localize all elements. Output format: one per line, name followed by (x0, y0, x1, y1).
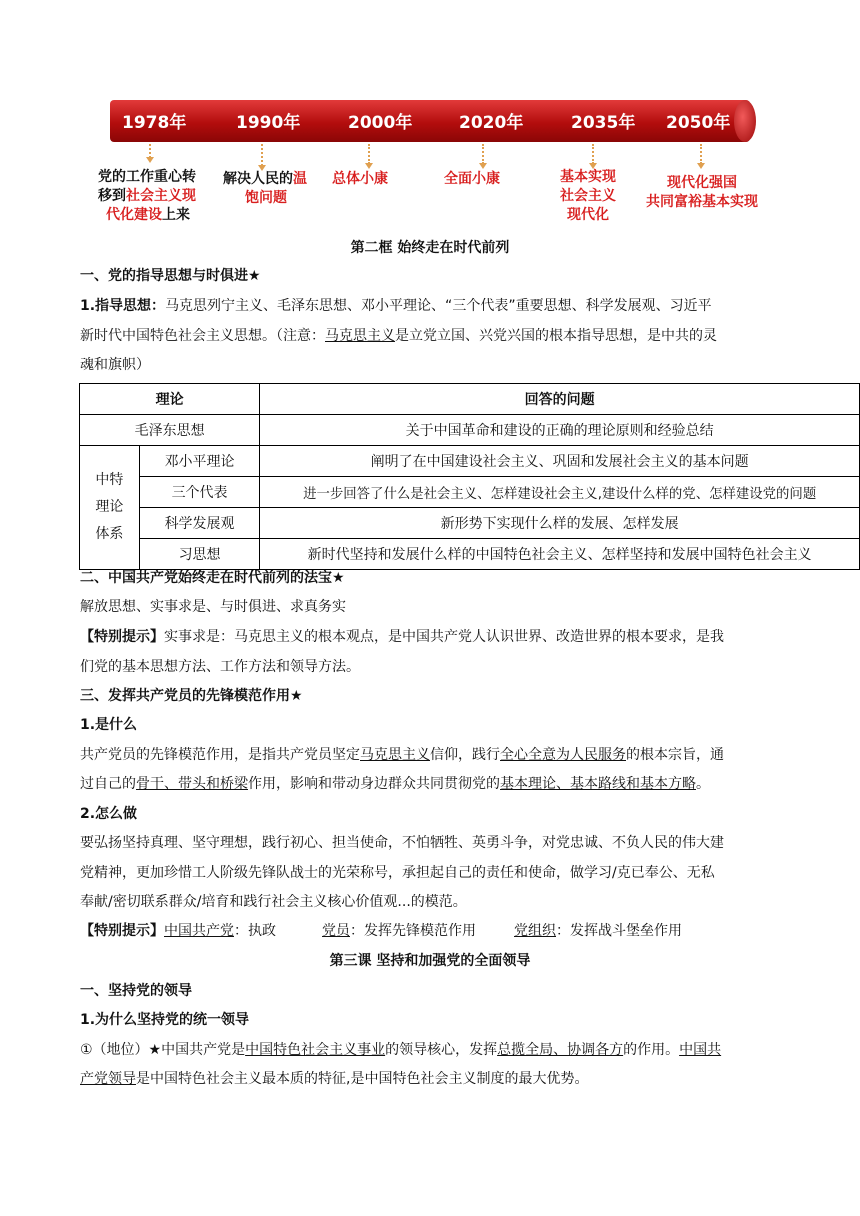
text: 共产党员的先锋模范作用，是指共产党员坚定 (80, 747, 360, 763)
group-label-line: 理论 (95, 499, 124, 515)
table-cell: 新时代坚持和发展什么样的中国特色社会主义、怎样坚持和发展中国特色社会主义 (260, 539, 860, 570)
timeline-bar-end (734, 100, 756, 142)
text: ：发挥先锋模范作用 (350, 923, 476, 939)
label-text-highlight: 社会主义现 (126, 188, 196, 204)
text: 的作用。 (623, 1042, 680, 1058)
paragraph (80, 920, 682, 940)
label: 1.指导思想： (80, 298, 166, 314)
heading-1: 三、发挥共产党员的先锋模范作用★ (80, 688, 303, 704)
underlined-text: 总揽全局、协调各方 (497, 1042, 624, 1058)
text: 是立党立国、兴党兴国的根本指导思想，是中共的灵 (395, 328, 717, 344)
timeline-year: 2020年 (459, 113, 524, 133)
text: 的领导核心，发挥 (385, 1042, 498, 1058)
text: ：执政 (234, 923, 276, 939)
arrow-down-icon (146, 157, 154, 163)
timeline-connector (261, 144, 263, 166)
table-header-cell: 回答的问题 (260, 384, 860, 415)
timeline-year: 2035年 (571, 113, 636, 133)
paragraph (80, 295, 712, 315)
table-group-cell (80, 446, 140, 570)
subheading: 2.怎么做 (80, 806, 138, 822)
timeline-label-2000: 总体小康 (332, 171, 388, 187)
label-line: 现代化强国 (667, 175, 737, 191)
text: 新时代中国特色社会主义思想。（注意： (80, 328, 325, 344)
lesson-title: 第三课 坚持和加强党的全面领导 (329, 953, 531, 969)
text: 过自己的 (80, 776, 136, 792)
timeline-year: 1990年 (236, 113, 301, 133)
underlined-text: 马克思主义 (325, 328, 395, 344)
timeline-label-2035 (560, 168, 616, 225)
label-text-highlight: 代化建设 (106, 207, 162, 223)
table-cell: 科学发展观 (139, 508, 260, 539)
label-text: 解决人民的 (223, 171, 293, 187)
table-cell: 三个代表 (139, 477, 260, 508)
table-cell: 毛泽东思想 (80, 415, 260, 446)
underlined-text: 产党领导 (80, 1071, 136, 1087)
paragraph (80, 1068, 588, 1088)
timeline-bar (110, 100, 750, 142)
table-header-row (80, 384, 860, 415)
arrow-down-icon (697, 163, 705, 169)
table-row (80, 477, 860, 508)
table-cell: 关于中国革命和建设的正确的理论原则和经验总结 (260, 415, 860, 446)
timeline-year: 2000年 (348, 113, 413, 133)
timeline-graphic (0, 0, 860, 240)
paragraph (80, 773, 710, 793)
timeline-label-2050 (640, 174, 764, 212)
subheading: 1.为什么坚持党的统一领导 (80, 1012, 250, 1028)
table-cell: 新形势下实现什么样的发展、怎样发展 (260, 508, 860, 539)
underlined-text: 全心全意为人民服务 (500, 747, 626, 763)
paragraph: 要弘扬坚持真理、坚守理想，践行初心、担当使命，不怕牺牲、英勇斗争，对党忠诚、不负人民的伟大建 (80, 835, 724, 851)
text: 的根本宗旨，通 (626, 747, 724, 763)
timeline-connector (368, 144, 370, 164)
underlined-text: 党组织 (514, 923, 556, 939)
text: ：发挥战斗堡垒作用 (556, 923, 682, 939)
underlined-text: 中国特色社会主义事业 (245, 1042, 386, 1058)
section-title: 第二框 始终走在时代前列 (350, 240, 510, 256)
text: 是中国特色社会主义最本质的特征,是中国特色社会主义制度的最大优势。 (136, 1071, 589, 1087)
table-row (80, 508, 860, 539)
underlined-text: 中国共 (679, 1042, 722, 1058)
timeline-year: 1978年 (122, 113, 187, 133)
underlined-text: 党员 (322, 923, 350, 939)
timeline-connector (592, 144, 594, 164)
table-row (80, 539, 860, 570)
tip-label: 【特别提示】 (80, 629, 164, 645)
timeline-connector (149, 144, 151, 158)
timeline-label-1978 (98, 168, 196, 225)
text: 。 (696, 776, 710, 792)
group-label-line: 体系 (95, 526, 124, 542)
label-line: 基本实现 (560, 169, 616, 185)
paragraph (80, 744, 724, 764)
paragraph: 魂和旗帜） (80, 357, 150, 373)
table-cell: 进一步回答了什么是社会主义、怎样建设社会主义,建设什么样的党、怎样建设党的问题 (260, 477, 860, 508)
table-cell: 习思想 (139, 539, 260, 570)
label-text-highlight: 温 (293, 171, 307, 187)
label-text: 上来 (162, 207, 190, 223)
underlined-text: 马克思主义 (360, 747, 430, 763)
timeline-year: 2050年 (666, 113, 731, 133)
text: 实事求是：马克思主义的根本观点，是中国共产党人认识世界、改造世界的根本要求，是我 (164, 629, 724, 645)
label-text: 移到 (98, 188, 126, 204)
text: 信仰，践行 (430, 747, 500, 763)
heading-1: 一、党的指导思想与时俱进★ (80, 268, 261, 284)
paragraph: 奉献/密切联系群众/培育和践行社会主义核心价值观...的模范。 (80, 894, 467, 910)
text: 马克思列宁主义、毛泽东思想、邓小平理论、“三个代表”重要思想、科学发展观、习近平 (165, 298, 712, 314)
underlined-text: 骨干、带头和桥梁 (136, 776, 248, 792)
label-text-highlight: 饱问题 (245, 190, 287, 206)
timeline-label-1990 (223, 170, 307, 208)
paragraph (80, 325, 717, 345)
subheading: 1.是什么 (80, 717, 138, 733)
timeline-label-2020: 全面小康 (444, 171, 500, 187)
underlined-text: 中国共产党 (164, 923, 234, 939)
theory-table (79, 383, 860, 570)
timeline-connector (700, 144, 702, 164)
label-line: 现代化 (567, 207, 609, 223)
paragraph: 们党的基本思想方法、工作方法和领导方法。 (80, 659, 360, 675)
heading-1: 二、中国共产党始终走在时代前列的法宝★ (80, 570, 345, 586)
paragraph (80, 626, 724, 646)
table-cell: 阐明了在中国建设社会主义、巩固和发展社会主义的基本问题 (260, 446, 860, 477)
label-line: 共同富裕基本实现 (646, 194, 758, 210)
table-cell: 邓小平理论 (139, 446, 260, 477)
paragraph (80, 1039, 721, 1059)
arrow-down-icon (479, 163, 487, 169)
tip-label: 【特别提示】 (80, 923, 164, 939)
paragraph: 党精神，更加珍惜工人阶级先锋队战士的光荣称号，承担起自己的责任和使命，做学习/克已奉公、无私 (80, 865, 715, 881)
table-header-cell: 理论 (80, 384, 260, 415)
heading-1: 一、坚持党的领导 (80, 983, 192, 999)
text: ①（地位）★中国共产党是 (80, 1042, 246, 1058)
table-row (80, 415, 860, 446)
label-line: 社会主义 (560, 188, 616, 204)
arrow-down-icon (365, 163, 373, 169)
table-row (80, 446, 860, 477)
timeline-connector (482, 144, 484, 164)
underlined-text: 基本理论、基本路线和基本方略 (500, 776, 696, 792)
text: 作用，影响和带动身边群众共同贯彻党的 (248, 776, 500, 792)
group-label-line: 中特 (95, 472, 124, 488)
paragraph: 解放思想、实事求是、与时俱进、求真务实 (80, 599, 346, 615)
label-line: 党的工作重心转 (98, 169, 196, 185)
